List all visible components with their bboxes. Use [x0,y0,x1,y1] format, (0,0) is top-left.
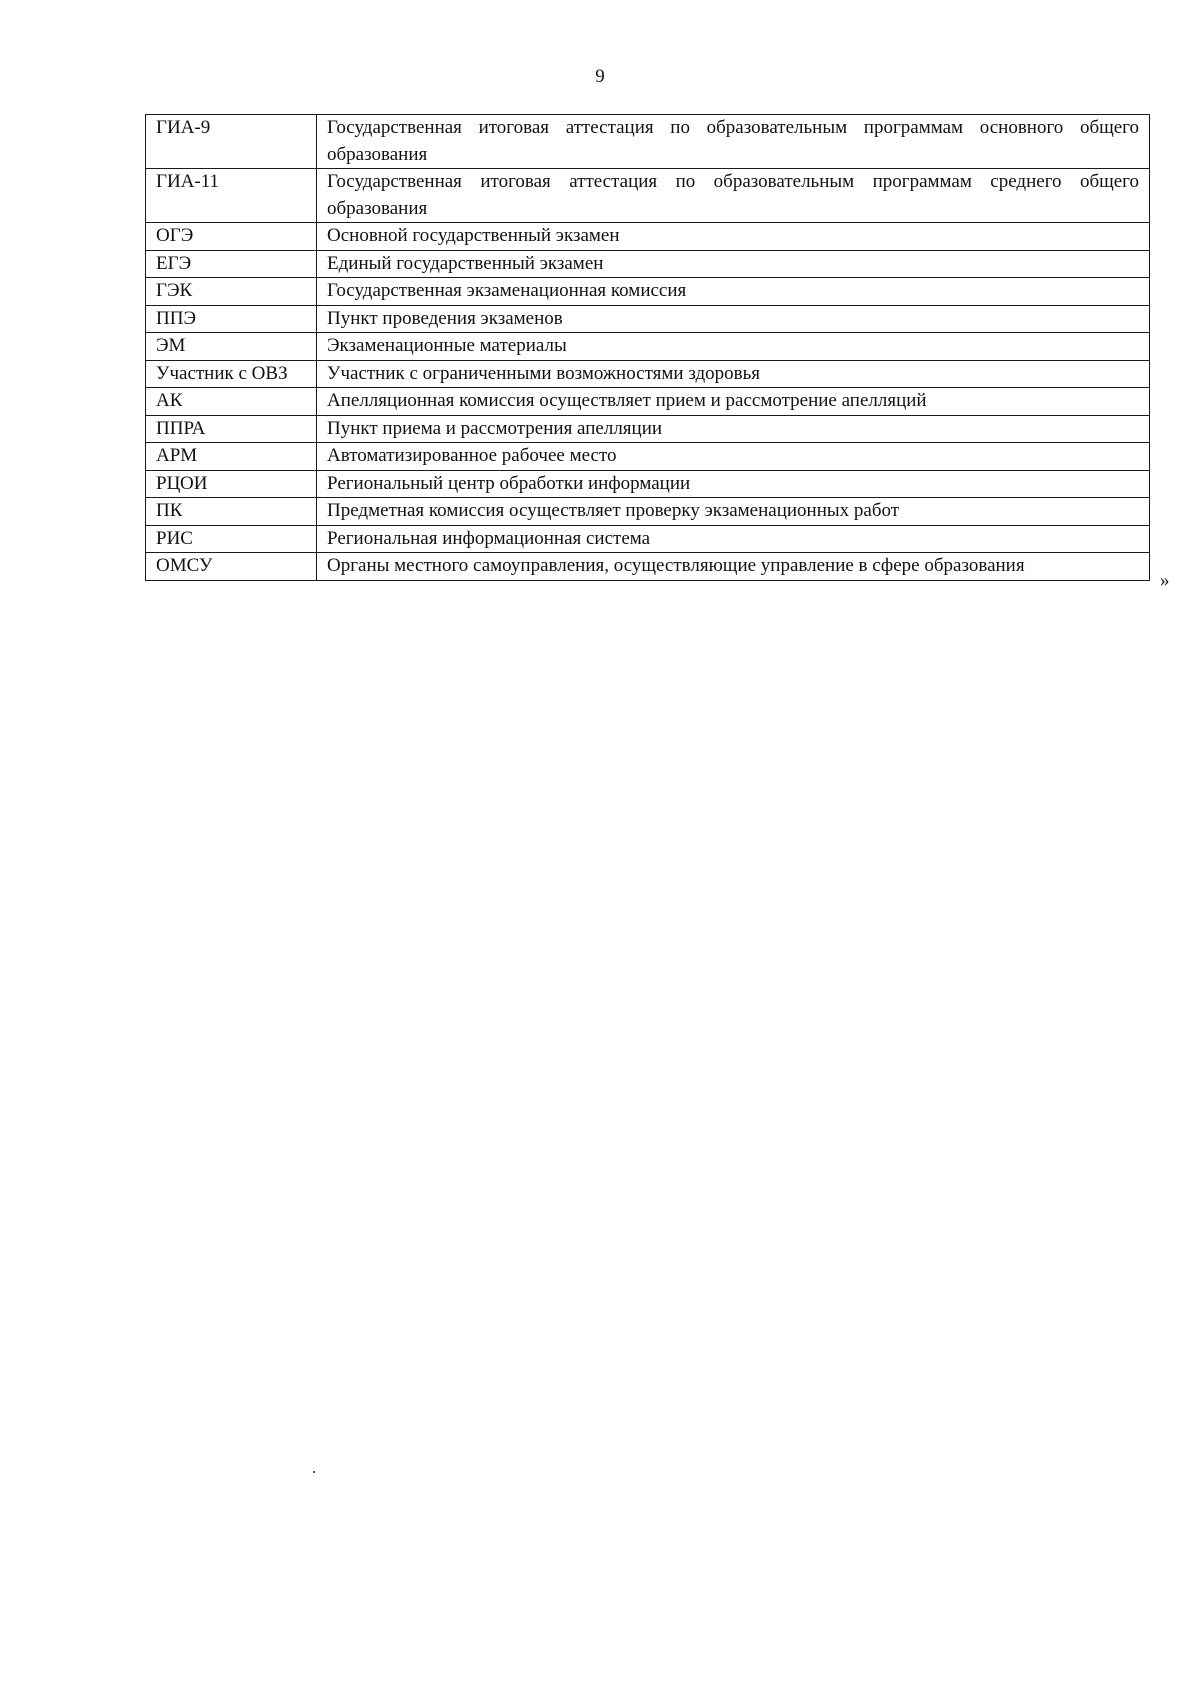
abbreviation-cell: Участник с ОВЗ [146,360,317,388]
abbreviation-cell: ГИА-9 [146,115,317,169]
table-row [146,360,1150,388]
abbreviation-cell: ППРА [146,415,317,443]
abbreviation-cell: РИС [146,525,317,553]
abbreviation-cell: ГИА-11 [146,169,317,223]
definition-cell: Государственная итоговая аттестация по образовательным программам среднего общего образования [317,169,1150,223]
abbreviation-cell: АК [146,388,317,416]
table-row [146,169,1150,223]
abbreviation-cell: ГЭК [146,278,317,306]
table-row [146,415,1150,443]
scan-speck [313,1471,315,1473]
table-row [146,333,1150,361]
table-row [146,115,1150,169]
definition-cell: Участник с ограниченными возможностями здоровья [317,360,1150,388]
definition-cell: Государственная итоговая аттестация по образовательным программам основного общего образования [317,115,1150,169]
table-row [146,470,1150,498]
abbreviation-cell: ППЭ [146,305,317,333]
definition-cell: Региональная информационная система [317,525,1150,553]
abbreviation-cell: ОГЭ [146,223,317,251]
definition-cell: Единый государственный экзамен [317,250,1150,278]
abbreviation-cell: ЕГЭ [146,250,317,278]
abbreviation-cell: ОМСУ [146,553,317,581]
table-row [146,443,1150,471]
table-row [146,250,1150,278]
definition-cell: Государственная экзаменационная комиссия [317,278,1150,306]
abbreviation-cell: ЭМ [146,333,317,361]
table-row [146,278,1150,306]
definition-cell: Экзаменационные материалы [317,333,1150,361]
page-number: 9 [595,66,605,87]
table-row [146,553,1150,581]
abbreviation-cell: РЦОИ [146,470,317,498]
abbreviation-cell: АРМ [146,443,317,471]
definition-cell: Предметная комиссия осуществляет проверку экзаменационных работ [317,498,1150,526]
closing-quote-mark: » [1160,570,1170,591]
definition-cell: Пункт проведения экзаменов [317,305,1150,333]
definition-cell: Автоматизированное рабочее место [317,443,1150,471]
table-row [146,498,1150,526]
abbreviation-cell: ПК [146,498,317,526]
definition-cell: Основной государственный экзамен [317,223,1150,251]
table-row [146,305,1150,333]
abbreviations-table [145,114,1150,581]
definition-cell: Апелляционная комиссия осуществляет прием и рассмотрение апелляций [317,388,1150,416]
table-row [146,525,1150,553]
definition-cell: Пункт приема и рассмотрения апелляции [317,415,1150,443]
definition-cell: Региональный центр обработки информации [317,470,1150,498]
table-row [146,223,1150,251]
definition-cell: Органы местного самоуправления, осуществляющие управление в сфере образования [317,553,1150,581]
table-row [146,388,1150,416]
